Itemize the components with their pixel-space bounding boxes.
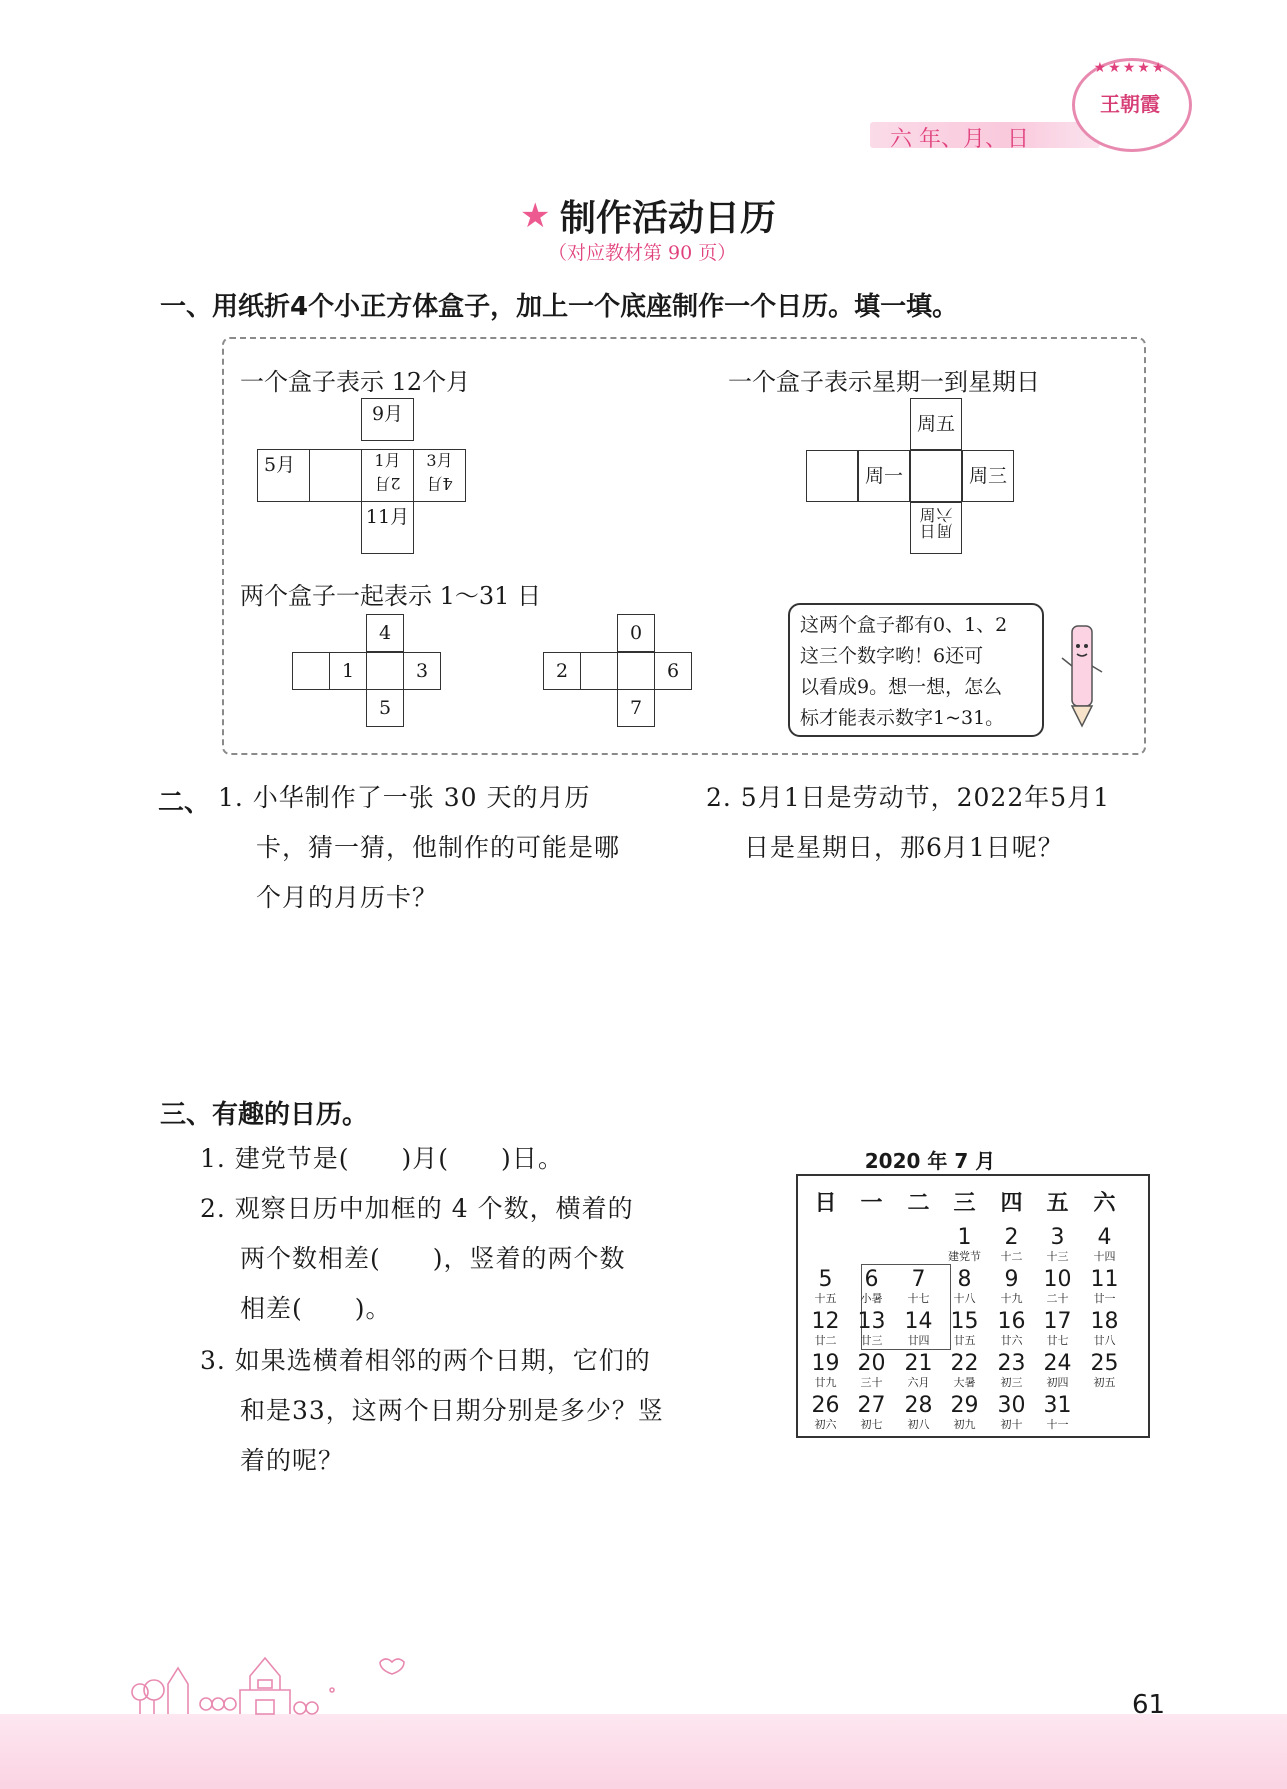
chapter-label: 六 年、月、日: [890, 127, 1029, 152]
calendar-day-lunar: 廿九: [814, 1376, 837, 1389]
calendar-weekday: 三: [953, 1191, 976, 1216]
calendar-day-number: 18: [1090, 1309, 1119, 1334]
calendar-day-number: 16: [997, 1309, 1026, 1334]
q2-problem-1: 1. 小华制作了一张 30 天的月历 卡，猜一猜，他制作的可能是哪 个月的月历卡？: [218, 783, 621, 912]
calendar-day-number: 17: [1043, 1309, 1072, 1334]
calendar-day-number: 27: [857, 1393, 886, 1418]
calendar-day-lunar: 建党节: [948, 1250, 981, 1263]
calendar-day: [941, 1226, 988, 1263]
q2-problem-2: 2. 5月1日是劳动节，2022年5月1 日是星期日，那6月1日呢？: [706, 783, 1111, 862]
day-box-label: 两个盒子一起表示 1～31 日: [240, 582, 542, 610]
calendar-day-number: 25: [1090, 1351, 1119, 1376]
calendar-day: [1081, 1268, 1128, 1305]
day-net-1-center: [366, 652, 404, 690]
calendar-day: [988, 1268, 1035, 1305]
calendar-day-lunar: 初八: [907, 1418, 930, 1431]
day-net-2-right: 6: [654, 652, 692, 690]
page-subtitle: （对应教材第 90 页）: [548, 242, 737, 264]
month-net-center: 1月 2月: [361, 449, 414, 502]
week-net-center: [910, 450, 962, 502]
q1-heading: 一、用纸折4个小正方体盒子，加上一个底座制作一个日历。填一填。: [160, 292, 959, 322]
calendar-day-number: 11: [1090, 1267, 1119, 1292]
day-net-2-top: 0: [617, 614, 655, 652]
q2-prefix: 二、: [158, 788, 211, 818]
calendar-day-lunar: 六月: [907, 1376, 930, 1389]
calendar-day: [895, 1352, 942, 1389]
calendar-day: [802, 1394, 849, 1431]
calendar-day: [802, 1310, 849, 1347]
calendar-day-lunar: 十五: [814, 1292, 837, 1305]
calendar-day: [988, 1310, 1035, 1347]
calendar-day-lunar: 廿七: [1046, 1334, 1069, 1347]
calendar-weekday: 一: [860, 1191, 883, 1216]
q3-sub-2: 2. 观察日历中加框的 4 个数，横着的 两个数相差( )，竖着的两个数 相差( )。: [200, 1194, 634, 1323]
calendar-title: 2020 年 7 月: [864, 1149, 996, 1173]
calendar-day-number: 22: [950, 1351, 979, 1376]
calendar-day-number: 6: [864, 1267, 879, 1292]
page-number: 61: [1132, 1690, 1166, 1720]
calendar-weekday: 六: [1093, 1191, 1116, 1216]
calendar-day-lunar: 十一: [1046, 1418, 1069, 1431]
calendar-day-lunar: 大暑: [953, 1376, 976, 1389]
calendar-day-number: 2: [1004, 1225, 1019, 1250]
calendar-day: [1081, 1352, 1128, 1389]
day-net-2-blank: [580, 652, 618, 690]
calendar-day-number: 31: [1043, 1393, 1072, 1418]
calendar-day-number: 23: [997, 1351, 1026, 1376]
calendar-day: [848, 1394, 895, 1431]
calendar-day: [988, 1394, 1035, 1431]
calendar-day-lunar: 初三: [1000, 1376, 1023, 1389]
q3-sub-1: 1. 建党节是( )月( )日。: [200, 1144, 564, 1173]
calendar-day-number: 19: [811, 1351, 840, 1376]
calendar-day-number: 21: [904, 1351, 933, 1376]
week-net-mid-left: 周一: [858, 450, 910, 502]
calendar-day-lunar: 初四: [1046, 1376, 1069, 1389]
month-net-top: 9月: [361, 398, 414, 441]
calendar-day: [988, 1226, 1035, 1263]
calendar-day-number: 8: [957, 1267, 972, 1292]
calendar-day: [895, 1268, 942, 1305]
calendar-day-lunar: 三十: [860, 1376, 883, 1389]
q3-sub-3: 3. 如果选横着相邻的两个日期，它们的 和是33，这两个日期分别是多少？竖 着的呢？: [200, 1346, 664, 1475]
week-net-right: 周三: [962, 450, 1014, 502]
calendar-day-lunar: 十三: [1046, 1250, 1069, 1263]
calendar-weekday: 二: [907, 1191, 930, 1216]
calendar-day-number: 15: [950, 1309, 979, 1334]
calendar-day-lunar: 廿三: [860, 1334, 883, 1347]
day-net-1-bottom: 5: [366, 689, 404, 727]
calendar-day: [1081, 1226, 1128, 1263]
calendar-day-number: 4: [1097, 1225, 1112, 1250]
pencil-mascot-icon: [1060, 620, 1104, 730]
month-net-bottom: 11月: [361, 501, 414, 554]
calendar-day-lunar: 十七: [907, 1292, 930, 1305]
calendar-day-lunar: 十四: [1093, 1250, 1116, 1263]
calendar-day-lunar: 初五: [1093, 1376, 1116, 1389]
calendar-day: [1034, 1268, 1081, 1305]
calendar-day-lunar: 廿五: [953, 1334, 976, 1347]
town-decoration-icon: [120, 1640, 460, 1720]
calendar-day-number: 7: [911, 1267, 926, 1292]
calendar-day-number: 12: [811, 1309, 840, 1334]
star-icon: ★: [520, 196, 551, 236]
calendar-day-number: 20: [857, 1351, 886, 1376]
day-net-1-top: 4: [366, 614, 404, 652]
calendar-day-number: 28: [904, 1393, 933, 1418]
calendar-day: [988, 1352, 1035, 1389]
calendar-day-number: 3: [1050, 1225, 1065, 1250]
calendar-day-number: 14: [904, 1309, 933, 1334]
calendar-day-number: 10: [1043, 1267, 1072, 1292]
calendar-day-lunar: 初十: [1000, 1418, 1023, 1431]
day-net-1-right: 3: [403, 652, 441, 690]
calendar-day-lunar: 十二: [1000, 1250, 1023, 1263]
calendar-day-lunar: 廿八: [1093, 1334, 1116, 1347]
calendar-day: [802, 1268, 849, 1305]
calendar-day-number: 26: [811, 1393, 840, 1418]
calendar-day-lunar: 廿四: [907, 1334, 930, 1347]
calendar-day-number: 5: [818, 1267, 833, 1292]
calendar-day-number: 30: [997, 1393, 1026, 1418]
calendar-day-lunar: 廿一: [1093, 1292, 1116, 1305]
day-net-2-center: [617, 652, 655, 690]
footer-band: [0, 1714, 1287, 1789]
week-net-blank: [806, 450, 858, 502]
calendar-day-lunar: 十九: [1000, 1292, 1023, 1305]
calendar-day-lunar: 廿二: [814, 1334, 837, 1347]
calendar-day: [848, 1352, 895, 1389]
calendar-day: [848, 1268, 895, 1305]
calendar-day-lunar: 十八: [953, 1292, 976, 1305]
page-title: 制作活动日历: [560, 198, 777, 239]
calendar-weekday: 五: [1046, 1191, 1069, 1216]
calendar-day: [941, 1352, 988, 1389]
calendar-day: [1034, 1310, 1081, 1347]
logo-text: 王朝霞: [1100, 92, 1160, 116]
day-net-2-bottom: 7: [617, 689, 655, 727]
hint-text: 这两个盒子都有0、1、2 这三个数字哟！6还可 以看成9。想一想，怎么 标才能表示数字1~31。: [800, 614, 1008, 729]
month-box-label: 一个盒子表示 12个月: [240, 368, 471, 396]
calendar-day: [895, 1310, 942, 1347]
day-net-2-left: 2: [543, 652, 581, 690]
calendar-weekday: 四: [1000, 1191, 1023, 1216]
week-box-label: 一个盒子表示星期一到星期日: [728, 368, 1040, 396]
calendar-day: [1034, 1352, 1081, 1389]
calendar-day: [941, 1268, 988, 1305]
month-net-blank: [309, 449, 362, 502]
calendar-day-number: 9: [1004, 1267, 1019, 1292]
calendar-day-number: 13: [857, 1309, 886, 1334]
calendar-day-lunar: 初六: [814, 1418, 837, 1431]
q3-heading: 三、有趣的日历。: [160, 1100, 369, 1130]
calendar-day: [941, 1310, 988, 1347]
calendar-day: [802, 1352, 849, 1389]
calendar-day-lunar: 二十: [1046, 1292, 1069, 1305]
calendar-day: [941, 1394, 988, 1431]
calendar: [796, 1174, 1150, 1438]
calendar-day-lunar: 小暑: [860, 1292, 883, 1305]
week-net-bottom: 周日 周六: [910, 502, 962, 554]
calendar-day-number: 1: [957, 1225, 972, 1250]
calendar-day: [1034, 1226, 1081, 1263]
calendar-day: [895, 1394, 942, 1431]
logo-stars: ★★★★★: [1093, 60, 1167, 76]
calendar-day-lunar: 初七: [860, 1418, 883, 1431]
calendar-weekday: 日: [814, 1191, 837, 1216]
calendar-day-number: 29: [950, 1393, 979, 1418]
calendar-day: [848, 1310, 895, 1347]
week-net-top: 周五: [910, 398, 962, 450]
calendar-day-number: 24: [1043, 1351, 1072, 1376]
day-net-1-left: 1: [329, 652, 367, 690]
day-net-1-blank: [292, 652, 330, 690]
calendar-day-lunar: 初九: [953, 1418, 976, 1431]
month-net-left: 5月: [257, 449, 310, 502]
month-net-right: 3月 4月: [413, 449, 466, 502]
calendar-day: [1081, 1310, 1128, 1347]
calendar-day-lunar: 廿六: [1000, 1334, 1023, 1347]
calendar-day: [1034, 1394, 1081, 1431]
